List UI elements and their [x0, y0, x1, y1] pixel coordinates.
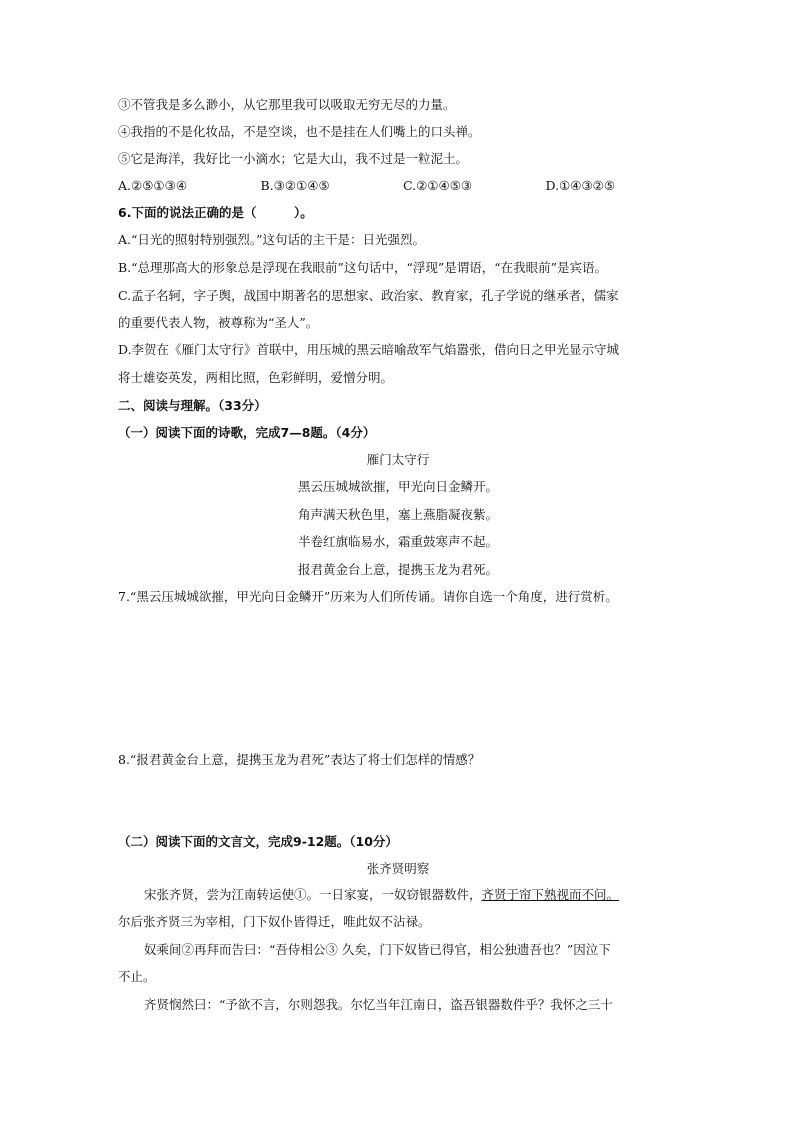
poem-line-3: 半卷红旗临易水，霜重鼓寒声不起。 — [297, 534, 498, 549]
q6-stem: 6.下面的说法正确的是（ ）。 — [118, 205, 313, 220]
prose-p2-line2: 不止。 — [118, 969, 156, 984]
poem-title: 雁门太守行 — [366, 452, 430, 467]
q5-options — [118, 177, 688, 195]
q5-option-d: D.①④③②⑤ — [545, 178, 616, 193]
q6-option-c-line1: C.孟子名轲，字子舆，战国中期著名的思想家、政治家、教育家，孔子学说的继承者，儒家 — [118, 288, 619, 303]
q6-option-c-line2: 的重要代表人物，被尊称为“圣人”。 — [118, 315, 319, 330]
q7-question: 7.“黑云压城城欲摧，甲光向日金鳞开”历来为人们所传诵。请你自选一个角度，进行赏析。 — [118, 589, 618, 604]
q6-option-d-line2: 将士雄姿英发，两相比照，色彩鲜明，爱憎分明。 — [118, 370, 394, 385]
prose-p2-line1: 奴乘间②再拜而告曰：“吾侍相公③ 久矣，门下奴皆已得官，相公独遗吾也？”因泣下 — [144, 942, 611, 957]
section-2-heading: 二、阅读与理解。（33分） — [118, 398, 267, 413]
q5-option-a: A.②⑤①③④ — [118, 178, 188, 193]
prose-p1-text: 宋张齐贤，尝为江南转运使①。一日家宴，一奴窃银器数件， — [144, 887, 482, 902]
part-1-heading: （一）阅读下面的诗歌，完成7—8题。（4分） — [118, 425, 376, 440]
prose-title: 张齐贤明察 — [366, 861, 430, 876]
q5-item-5: ⑤它是海洋，我好比一小滴水；它是大山，我不过是一粒泥土。 — [118, 151, 469, 166]
q6-option-b: B.“总理那高大的形象总是浮现在我眼前”这句话中，“浮现”是谓语，“在我眼前”是宾语。 — [118, 260, 608, 275]
prose-p3-line1: 齐贤悯然曰：“予欲不言，尔则怨我。尔忆当年江南日，盗吾银器数件乎？我怀之三十 — [144, 997, 613, 1012]
q5-option-c: C.②①④⑤③ — [403, 178, 473, 193]
prose-underlined-sentence: 齐贤于帘下熟视而不问。 — [481, 887, 620, 902]
poem-line-4: 报君黄金台上意，提携玉龙为君死。 — [297, 562, 498, 577]
q8-question: 8.“报君黄金台上意，提携玉龙为君死”表达了将士们怎样的情感？ — [118, 752, 481, 767]
poem-line-2: 角声满天秋色里，塞上燕脂凝夜紫。 — [297, 507, 498, 522]
q5-item-4: ④我指的不是化妆品，不是空谈，也不是挂在人们嘴上的口头禅。 — [118, 124, 481, 139]
q6-option-a: A.“日光的照射特别强烈。”这句话的主干是：日光强烈。 — [118, 232, 426, 247]
prose-p1-line2: 尔后张齐贤三为宰相，门下奴仆皆得迁，唯此奴不沾禄。 — [118, 914, 431, 929]
q6-option-d-line1: D.李贺在《雁门太守行》首联中，用压城的黑云暗喻敌军气焰嚣张，借向日之甲光显示守城 — [118, 342, 620, 357]
poem-line-1: 黑云压城城欲摧，甲光向日金鳞开。 — [297, 479, 498, 494]
part-2-heading: （二）阅读下面的文言文，完成9-12题。（10分） — [118, 834, 398, 849]
prose-p1-line1 — [118, 886, 714, 904]
q5-option-b: B.③②①④⑤ — [260, 178, 330, 193]
q5-item-3: ③不管我是多么渺小，从它那里我可以吸取无穷无尽的力量。 — [118, 97, 456, 112]
